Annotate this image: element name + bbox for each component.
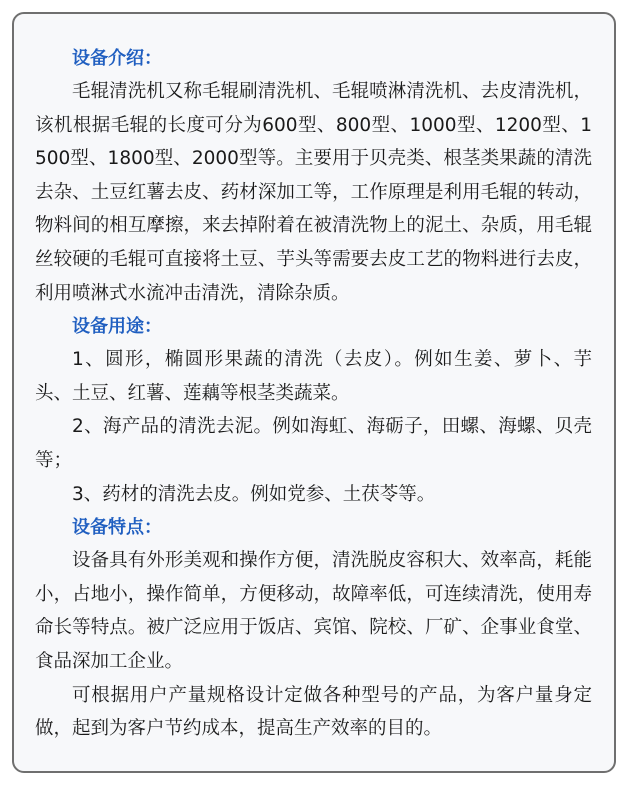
features-paragraph-2: 可根据用户产量规格设计定做各种型号的产品，为客户量身定做，起到为客户节约成本，提高生产效率的目的。 xyxy=(35,684,592,740)
usage-heading: 设备用途： xyxy=(72,316,162,338)
usage-item-2: 2、海产品的清洗去泥。例如海虹、海砺子，田螺、海螺、贝壳等； xyxy=(35,416,592,471)
intro-paragraph: 毛辊清洗机又称毛辊刷清洗机、毛辊喷淋清洗机、去皮清洗机，该机根据毛辊的长度可分为600型、800型、1000型、1200型、1500型、1800型、2000型等。主要用于贝壳类、根茎类果蔬的清洗去杂、土豆红薯去皮、药材深加工等，工作原理是利用毛辊的转动，物料间的相互摩擦，来去掉附着在被清洗物上的泥土、杂质，用毛辊丝较硬的毛辊可直接将土豆、芋头等需要去皮工艺的物料进行去皮，利用喷淋式水流冲击清洗，清除杂质。 xyxy=(35,81,592,304)
usage-item-1: 1、圆形，椭圆形果蔬的清洗（去皮）。例如生姜、萝卜、芋头、土豆、红薯、莲藕等根茎类蔬菜。 xyxy=(35,349,592,404)
usage-item-3: 3、药材的清洗去皮。例如党参、土茯苓等。 xyxy=(72,483,436,505)
features-paragraph-1: 设备具有外形美观和操作方便，清洗脱皮容积大、效率高，耗能小，占地小，操作简单，方便移动，故障率低，可连续清洗，使用寿命长等特点。被广泛应用于饭店、宾馆、院校、厂矿、企事业食堂、食品深加工企业。 xyxy=(35,550,592,672)
features-heading: 设备特点： xyxy=(72,517,162,539)
content-card xyxy=(12,12,616,773)
intro-section xyxy=(35,42,592,310)
intro-heading: 设备介绍： xyxy=(72,48,162,69)
usage-section xyxy=(35,310,592,511)
features-section xyxy=(35,511,592,746)
